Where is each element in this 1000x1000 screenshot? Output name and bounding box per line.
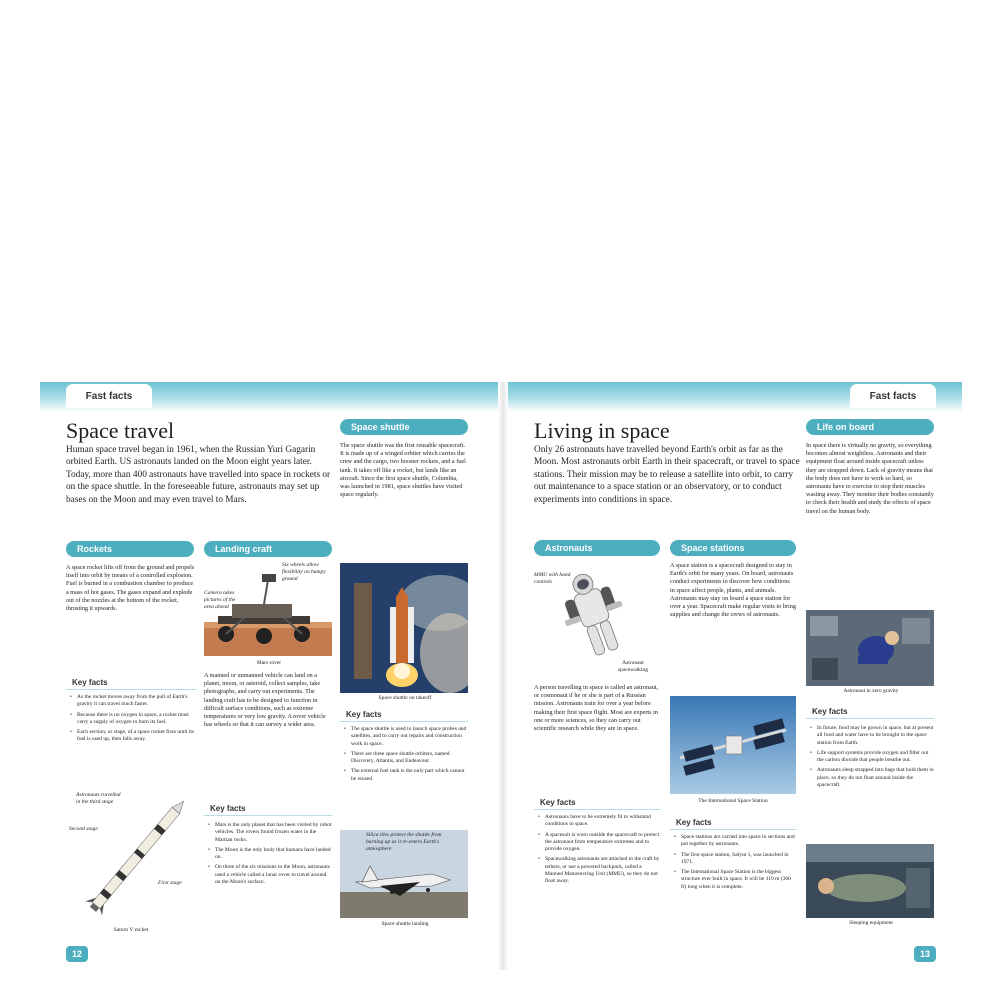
fast-facts-tab-right: Fast facts	[850, 384, 936, 408]
page-number-right: 13	[914, 946, 936, 962]
heading-space-shuttle: Space shuttle	[340, 419, 468, 435]
intro-space-travel: Human space travel began in 1961, when the Russian Yuri Gagarin orbited Earth. US astronauts landed on the Moon eight years later. Today, more than 400 astronauts have travelled into space in rockets or on the space shuttle. In the foreseeable future, astronauts may set up bases on the Moon and may even travel to Mars.	[66, 445, 331, 505]
key-facts-stations-title: Key facts	[670, 818, 796, 830]
list-item: • Because there is no oxygen in space, a rocket must carry a supply of oxygen to burn its fuel.	[70, 712, 196, 727]
heading-landing-craft: Landing craft	[204, 541, 332, 557]
label-first-stage: First stage	[158, 880, 182, 886]
list-item: • Each section, or stage, of a space rocket fires until its fuel is used up, then falls away.	[70, 729, 196, 744]
list-item: • There are three space shuttle orbiters, named Discovery, Atlantis, and Endeavour.	[344, 751, 468, 766]
fast-facts-tab-left: Fast facts	[66, 384, 152, 408]
text-astronauts: A person travelling in space is called an astronaut, or cosmonaut if he or she is part of a Russian mission. Astronauts train for over a year before making their first space flight. Most are experts in one or more sciences, so they can carry out scientific research while they are in space.	[534, 684, 659, 733]
list-item: • The first space station, Salyut 1, was launched in 1971.	[674, 852, 796, 867]
shuttle-takeoff-photo	[340, 563, 468, 693]
label-mmu: MMU with hand controls	[534, 572, 571, 585]
page-number-left: 12	[66, 946, 88, 962]
zero-gravity-photo	[806, 610, 934, 686]
astronaut-spacewalk-photo	[534, 560, 660, 680]
list-item: • The Moon is the only body that humans have landed on.	[208, 847, 332, 862]
text-space-shuttle: The space shuttle was the first reusable spacecraft. It is made up of a winged orbiter which carries the crew and the cargo, two booster rockets, and a fuel tank. It takes off like a rocket, but lands like an aircraft. Since the first space shuttle, Columbia, was launched in 1981, space shuttles have visited space regularly.	[340, 442, 466, 499]
intro-living-in-space: Only 26 astronauts have travelled beyond Earth's orbit as far as the Moon. Most astronauts orbit Earth in their spacecraft, or travel to space stations. Their mission may be to release a satellite into orbit, to carry out maintenance to a space station or an observatory, or to conduct experiments into conditions in space.	[534, 445, 800, 505]
key-facts-rockets	[70, 694, 196, 747]
key-facts-stations	[674, 834, 796, 894]
list-item: • Space stations are carried into space in sections and put together by astronauts.	[674, 834, 796, 849]
key-facts-astronauts-title: Key facts	[534, 798, 660, 810]
caption-shuttle-landing: Space shuttle landing	[381, 921, 429, 927]
key-facts-landing	[208, 822, 332, 889]
list-item: • Mars is the only planet that has been visited by robot vehicles. The rovers found frozen water in the Martian rocks.	[208, 822, 332, 844]
key-facts-landing-title: Key facts	[204, 804, 332, 816]
saturn-v-illustration	[66, 788, 196, 928]
caption-iss: The International Space Station	[698, 798, 768, 804]
list-item: • On three of the six missions to the Moon, astronauts used a vehicle called a lunar rover to travel around on the Moon's surface.	[208, 864, 332, 886]
list-item: • The space shuttle is used to launch space probes and satellites, and to carry out repairs and construction work in space.	[344, 726, 468, 748]
caption-zero-gravity: Astronaut in zero gravity	[843, 688, 899, 694]
text-life-on-board: In space there is virtually no gravity, so everything becomes almost weightless. Astronauts and their equipment float around inside spacecraft unless they are strapped down. Lack of gravity means that the body does not have to work so hard, so astronauts have to exercise to stop their muscles wasting away. They monitor their bodies constantly to check their health and study the effects of space travel on the human body.	[806, 442, 934, 515]
caption-sleeping-equipment: Sleeping equipment	[849, 920, 893, 926]
book-spread	[40, 382, 962, 970]
list-item: • Spacewalking astronauts are attached to the craft by tethers, or use a powered backpack, called a Manned Manoeuvring Unit (MMU), so they do not float away.	[538, 856, 660, 885]
page-title-living-in-space: Living in space	[534, 418, 670, 443]
page-title-space-travel: Space travel	[66, 418, 175, 443]
list-item: • The external fuel tank is the only part which cannot be reused.	[344, 768, 468, 783]
text-space-stations: A space station is a spacecraft designed to stay in Earth's orbit for many years. On board, astronauts conduct experiments to discover how conditions in space affect people, plants, and animals. Astronauts may stay on board a space station for over a year. Spacecraft make regular visits to bring supplies and change the crews of astronauts.	[670, 562, 796, 619]
heading-space-stations: Space stations	[670, 540, 796, 556]
heading-rockets: Rockets	[66, 541, 194, 557]
list-item: • As the rocket moves away from the pull of Earth's gravity it can travel much faster.	[70, 694, 196, 709]
list-item: • Astronauts sleep strapped into bags that hold them in place, so they do not float around inside the spacecraft.	[810, 767, 934, 789]
label-camera: Camera takes pictures of the area ahead	[204, 590, 236, 610]
key-facts-life	[810, 725, 934, 792]
text-rockets: A space rocket lifts off from the ground and propels itself into orbit by means of a controlled explosion. Fuel is burned in a combustion chamber to produce a mass of hot gases. The gases expand and explode out of the nozzles at the bottom of the rocket, thrusting it upwards.	[66, 564, 195, 613]
caption-mars-rover: Mars rover	[256, 660, 282, 666]
text-landing-craft: A manned or unmanned vehicle can land on a planet, moon, or asteroid, collect samples, take photographs, and carry out experiments. The landing craft has to be designed to function in difficult surface conditions, such as extreme temperatures or very low gravity. A rover vehicle has wheels so that it can survey a wider area.	[204, 672, 326, 729]
heading-life-on-board: Life on board	[806, 419, 934, 435]
label-six-wheels: Six wheels allow flexibility on bumpy ground	[282, 562, 326, 582]
caption-saturn-v: Saturn V rocket	[113, 927, 149, 933]
list-item: • Life support systems provide oxygen and filter out the carbon dioxide that people breathe out.	[810, 750, 934, 765]
label-astronauts-stage: Astronauts travelled in the third stage	[76, 792, 121, 805]
label-astronaut-spacewalking: Astronaut spacewalking	[618, 660, 648, 673]
key-facts-astronauts	[538, 814, 660, 889]
key-facts-shuttle-title: Key facts	[340, 710, 468, 722]
key-facts-shuttle	[344, 726, 468, 786]
book-gutter	[498, 382, 508, 970]
list-item: • In future, food may be grown in space, but at present all food and water have to be brought to the space station from Earth.	[810, 725, 934, 747]
caption-shuttle-takeoff: Space shuttle on takeoff	[378, 695, 432, 701]
key-facts-rockets-title: Key facts	[66, 678, 196, 690]
shuttle-landing-photo	[340, 830, 468, 918]
list-item: • Astronauts have to be extremely fit to withstand conditions in space.	[538, 814, 660, 829]
label-second-stage: Second stage	[69, 826, 98, 832]
heading-astronauts: Astronauts	[534, 540, 660, 556]
label-silica-tiles: Silica tiles protect the shuttle from burning up as it re-enters Earth's atmosphere	[366, 832, 442, 852]
sleeping-equipment-photo	[806, 844, 934, 918]
list-item: • A spacesuit is worn outside the spacecraft to protect the astronaut from temperature extremes and to provide oxygen.	[538, 832, 660, 854]
list-item: • The International Space Station is the biggest structure ever built in space. It will be 110 m (360 ft) long when it is complete.	[674, 869, 796, 891]
mars-rover-illustration	[204, 560, 332, 656]
key-facts-life-title: Key facts	[806, 707, 934, 719]
iss-photo	[670, 696, 796, 794]
